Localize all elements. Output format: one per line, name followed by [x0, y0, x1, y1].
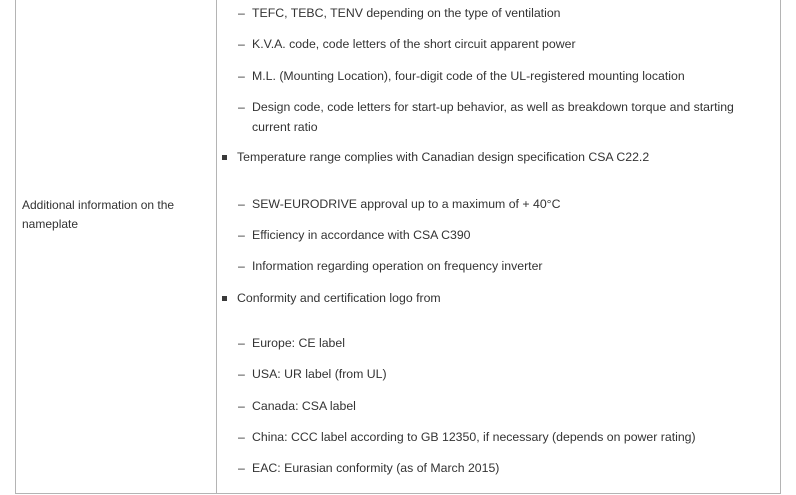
row-label-line-2: nameplate	[22, 217, 79, 231]
list-item-text: China: CCC label according to GB 12350, if necessary (depends on power rating)	[252, 430, 696, 444]
list-item-text: USA: UR label (from UL)	[252, 367, 387, 381]
square-bullet-icon	[222, 155, 227, 160]
row-label	[22, 196, 207, 234]
list-item-text: current ratio	[252, 120, 318, 134]
square-bullet-icon	[222, 296, 227, 301]
dash-marker: –	[238, 228, 245, 242]
list-item-text: EAC: Eurasian conformity (as of March 2015)	[252, 461, 500, 475]
list-item-text: Canada: CSA label	[252, 399, 356, 413]
list-item-text: Europe: CE label	[252, 336, 345, 350]
dash-marker: –	[238, 6, 245, 20]
row-label-line-1: Additional information on the	[22, 198, 175, 212]
list-item-text: Design code, code letters for start-up behavior, as well as breakdown torque and starting	[252, 100, 734, 114]
column-divider	[216, 0, 217, 493]
dash-marker: –	[238, 336, 245, 350]
bullet-item-text: Conformity and certification logo from	[237, 291, 441, 305]
list-item-text: Information regarding operation on frequency inverter	[252, 259, 543, 273]
dash-marker: –	[238, 37, 245, 51]
list-item-text: SEW-EURODRIVE approval up to a maximum of + 40°C	[252, 197, 561, 211]
dash-marker: –	[238, 197, 245, 211]
list-item-text: K.V.A. code, code letters of the short circuit apparent power	[252, 37, 576, 51]
dash-marker: –	[238, 430, 245, 444]
dash-marker: –	[238, 100, 245, 114]
list-item-text: Efficiency in accordance with CSA C390	[252, 228, 471, 242]
list-item-text: M.L. (Mounting Location), four-digit code of the UL-registered mounting location	[252, 69, 685, 83]
dash-marker: –	[238, 69, 245, 83]
dash-marker: –	[238, 399, 245, 413]
dash-marker: –	[238, 367, 245, 381]
bullet-item-text: Temperature range complies with Canadian design specification CSA C22.2	[237, 150, 650, 164]
dash-marker: –	[238, 461, 245, 475]
dash-marker: –	[238, 259, 245, 273]
list-item-text: TEFC, TEBC, TENV depending on the type of ventilation	[252, 6, 561, 20]
